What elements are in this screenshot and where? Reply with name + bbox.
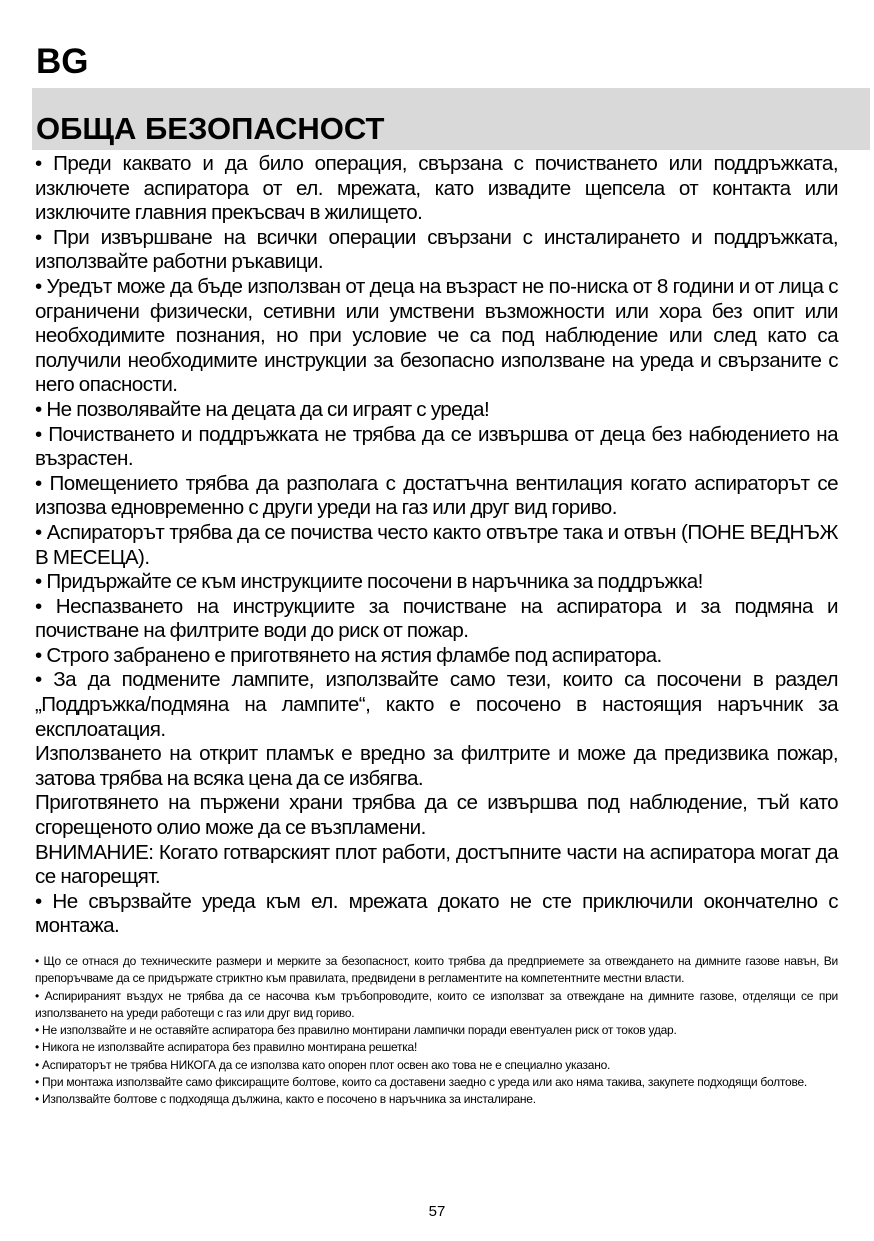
safety-paragraph: • Придържайте се към инструкциите посочени в наръчника за поддръжка! [35, 570, 703, 594]
safety-paragraph: • Не свързвайте уреда към ел. мрежата докато не сте приключили окончателно с монтажа. [35, 889, 838, 938]
safety-paragraph: • Неспазването на инструкциите за почистване на аспиратора и за подмяна и почистване на филтрите води до риск от пожар. [35, 594, 838, 643]
installation-note: • Никога не използвайте аспиратора без правилно монтирана решетка! [35, 1040, 418, 1055]
safety-paragraph: Използването на открит пламък е вредно за филтрите и може да предизвика пожар, затова трябва на всяка цена да се избягва. [35, 742, 838, 790]
installation-note: • Аспираторът не трябва НИКОГА да се използва като опорен плот освен ако това не е специално указано. [35, 1057, 611, 1072]
installation-notes [35, 953, 838, 1109]
page-number: 57 [428, 1203, 446, 1220]
installation-note: • Не използвайте и не оставяйте аспиратора без правилно монтирани лампички поради евентуален риск от токов удар. [35, 1023, 677, 1038]
safety-paragraph: • Строго забранено е приготвянето на ястия фламбе под аспиратора. [35, 643, 662, 667]
language-code: BG [36, 42, 89, 81]
installation-note: • Що се отнася до техническите размери и мерките за безопасност, които трябва да предприемете за отвеждането на димните газове навън, Ви препоръчваме да се придържате стриктно към правилата, предвидени в регламентите на компетентните местни власти. [35, 954, 838, 986]
safety-paragraph: • Уредът може да бъде използван от деца на възраст не по-ниска от 8 години и от лица с ограничени физически, сетивни или умствени възможности или хора без опит или необходимите познания, но при условие че са под наблюдение или след като са получили необходимите инструкции за безопасно използване на уреда и свързаните с него опасности. [35, 274, 838, 397]
installation-note: • Аспирираният въздух не трябва да се насочва към тръбопроводите, които се използват за отвеждане на димните газове, отделящи се при използването на уреди работещи с газ или друг вид гориво. [35, 988, 838, 1020]
safety-paragraph: Приготвянето на пържени храни трябва да се извършва под наблюдение, тъй като сгорещеното олио може да се възпламени. [35, 791, 838, 840]
section-title: ОБЩА БЕЗОПАСНОСТ [36, 111, 385, 146]
safety-paragraph: ВНИМАНИЕ: Когато готварският плот работи, достъпните части на аспиратора могат да се нагорещят. [35, 840, 838, 889]
installation-note: • При монтажа използвайте само фиксиращите болтове, които са доставени заедно с уреда или ако няма такива, закупете подходящи болтове. [35, 1075, 807, 1090]
safety-paragraph: • Не позволявайте на децата да си играят с уреда! [35, 397, 490, 421]
safety-paragraph: • За да подмените лампите, използвайте само тези, които са посочени в раздел „Поддръжка/подмяна на лампите“, както е посочено в настоящия наръчник за експлоатация. [35, 668, 838, 741]
safety-paragraph: • Аспираторът трябва да се почиства често както отвътре така и отвън (ПОНЕ ВЕДНЪЖ В МЕСЕЦА). [35, 520, 838, 569]
safety-paragraph: • Почистването и поддръжката не трябва да се извършва от деца без набюдението на възрастен. [35, 422, 838, 471]
safety-instructions [35, 152, 838, 939]
section-title-bar [32, 88, 870, 150]
installation-note: • Използвайте болтове с подходяща дължина, както е посочено в наръчника за инсталиране. [35, 1092, 536, 1107]
safety-paragraph: • Преди каквато и да било операция, свързана с почистването или поддръжката, изключете аспиратора от ел. мрежата, като извадите щепсела от контакта или изключите главния прекъсвач в жилището. [35, 152, 838, 225]
safety-paragraph: • Помещението трябва да разполага с достатъчна вентилация когато аспираторът се изпозва едновременно с други уреди на газ или друг вид гориво. [35, 471, 838, 520]
safety-paragraph: • При извършване на всички операции свързани с инсталирането и поддръжката, използвайте работни ръкавици. [35, 225, 838, 274]
